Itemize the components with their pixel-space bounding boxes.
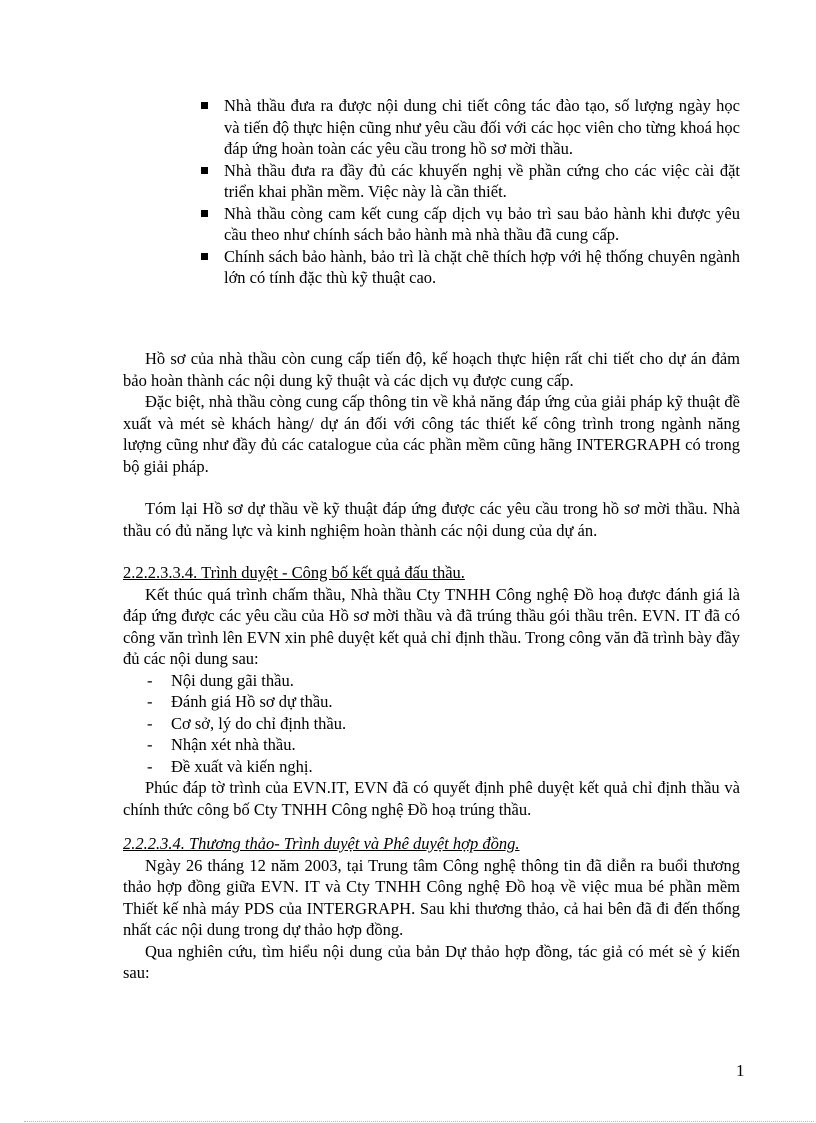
- square-bullet-icon: [201, 210, 208, 217]
- paragraph-negotiation: Ngày 26 tháng 12 năm 2003, tại Trung tâm Công nghệ thông tin đã diễn ra buổi thương thảo hợp đồng giữa EVN. IT và Cty TNHH Công nghệ Đồ hoạ về việc mua bé phần mềm Thiết kế nhà máy PDS của INTERGRAPH. Sau khi thương thảo, cả hai bên đã đi đến thống nhất các nội dung trong dự thảo hợp đồng.: [123, 855, 740, 939]
- section-heading-negotiation: 2.2.2.3.4. Thương thảo- Trình duyệt và Phê duyệt hợp đồng.: [123, 834, 520, 853]
- paragraph-summary: Tóm lại Hồ sơ dự thầu về kỹ thuật đáp ứng được các yêu cầu trong hồ sơ mời thầu. Nhà thầu có đủ năng lực và kinh nghiệm hoàn thành các nội dung của dự án.: [123, 499, 740, 540]
- main-text: [123, 348, 740, 984]
- dash-item: - Nhận xét nhà thầu.: [147, 735, 296, 754]
- bullet-list: [200, 95, 740, 289]
- paragraph-approval-closing: Phúc đáp tờ trình của EVN.IT, EVN đã có quyết định phê duyệt kết quả chỉ định thầu và chính thức công bố Cty TNHH Công nghệ Đồ hoạ trúng thầu.: [123, 778, 740, 819]
- paragraph-references: Đặc biệt, nhà thầu còng cung cấp thông tin về khả năng đáp ứng của giải pháp kỹ thuật đề xuất và mét sè khách hàng/ dự án đối với công tác thiết kế công trình trong ngành năng lượng cũng như đầy đủ các catalogue của các phần mềm cũng hãng INTERGRAPH có trong bộ giải pháp.: [123, 392, 740, 476]
- section-heading-approval: 2.2.2.3.3.4. Trình duyệt - Công bố kết quả đấu thầu.: [123, 563, 465, 582]
- bullet-item: Nhà thầu đưa ra được nội dung chi tiết công tác đào tạo, số lượng ngày học và tiến độ thực hiện cũng như yêu cầu đối với các học viên cho từng khoá học đáp ứng hoàn toàn các yêu cầu trong hồ sơ mời thầu.: [200, 95, 740, 160]
- square-bullet-icon: [201, 253, 208, 260]
- paragraph-approval-intro: Kết thúc quá trình chấm thầu, Nhà thầu Cty TNHH Công nghệ Đồ hoạ được đánh giá là đáp ứng được các yêu cầu của Hồ sơ mời thầu và đã trúng thầu gói thầu trên. EVN. IT đã có công văn trình lên EVN xin phê duyệt kết quả chỉ định thầu. Trong công văn đã trình bày đầy đủ các nội dung sau:: [123, 584, 740, 668]
- square-bullet-icon: [201, 167, 208, 174]
- page-number: 1: [736, 1061, 745, 1080]
- dash-item: - Đánh giá Hồ sơ dự thầu.: [147, 692, 333, 711]
- dash-item: - Cơ sở, lý do chỉ định thầu.: [147, 713, 347, 733]
- dash-item: - Đề xuất và kiến nghị.: [147, 756, 313, 776]
- dash-item: - Nội dung gãi thầu.: [147, 670, 294, 690]
- page-bottom-edge: [24, 1121, 814, 1122]
- bullet-item: Nhà thầu còng cam kết cung cấp dịch vụ bảo trì sau bảo hành khi được yêu cầu theo như chính sách bảo hành mà nhà thầu đã cung cấp.: [200, 203, 740, 246]
- bullet-item: Nhà thầu đưa ra đầy đủ các khuyến nghị về phần cứng cho các việc cài đặt triển khai phần mềm. Việc này là cần thiết.: [200, 160, 740, 203]
- dash-list: [123, 670, 740, 778]
- bullet-item: Chính sách bảo hành, bảo trì là chặt chẽ thích hợp với hệ thống chuyên ngành lớn có tính đặc thù kỹ thuật cao.: [200, 246, 740, 289]
- paragraph-opinion: Qua nghiên cứu, tìm hiểu nội dung của bản Dự thảo hợp đồng, tác giả có mét sè ý kiến sau:: [123, 941, 740, 982]
- paragraph-schedule: Hồ sơ của nhà thầu còn cung cấp tiến độ, kế hoạch thực hiện rất chi tiết cho dự án đảm bảo hoàn thành các nội dung kỹ thuật và các dịch vụ được cung cấp.: [123, 349, 740, 390]
- square-bullet-icon: [201, 102, 208, 109]
